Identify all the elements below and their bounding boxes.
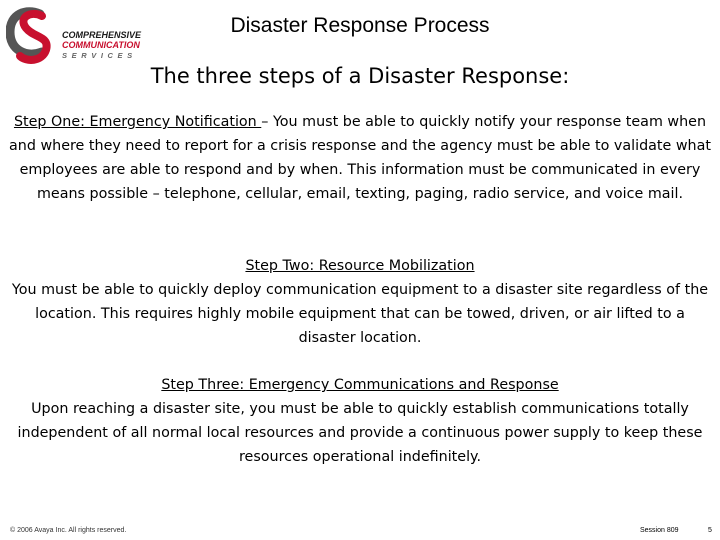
page-title: Disaster Response Process bbox=[230, 14, 490, 37]
step-three bbox=[8, 373, 712, 469]
step-two bbox=[8, 254, 712, 350]
footer-copyright: © 2006 Avaya Inc. All rights reserved. bbox=[10, 527, 127, 534]
slide-subtitle: The three steps of a Disaster Response: bbox=[150, 64, 570, 88]
footer-session: Session 809 bbox=[640, 527, 679, 534]
step-two-heading: Step Two: Resource Mobilization bbox=[245, 258, 475, 274]
logo-text-comprehensive: COMPREHENSIVE bbox=[62, 30, 142, 40]
footer-page-number: 5 bbox=[708, 527, 712, 534]
step-three-heading: Step Three: Emergency Communications and Response bbox=[161, 377, 559, 393]
step-two-body: You must be able to quickly deploy communication equipment to a disaster site regardless of the location. This requires highly mobile equipment that can be towed, driven, or air lifted to a disaster location. bbox=[11, 282, 709, 346]
step-three-body: Upon reaching a disaster site, you must be able to quickly establish communications totally independent of all normal local resources and provide a continuous power supply to keep these resources operational indefinitely. bbox=[17, 401, 703, 465]
logo-text-communication: COMMUNICATION bbox=[62, 40, 140, 50]
step-one-body: – You must be able to quickly notify your response team when and where they need to report for a crisis response and the agency must be able to validate what employees are able to respond and by when. This information must be communicated in every means possible – telephone, cellular, email, texting, paging, radio service, and voice mail. bbox=[9, 114, 711, 202]
step-one bbox=[8, 110, 712, 206]
logo-text-services: SERVICES bbox=[62, 51, 137, 60]
step-one-heading: Step One: Emergency Notification bbox=[13, 114, 262, 130]
company-logo bbox=[6, 6, 166, 68]
cs-logo-icon bbox=[6, 6, 66, 68]
